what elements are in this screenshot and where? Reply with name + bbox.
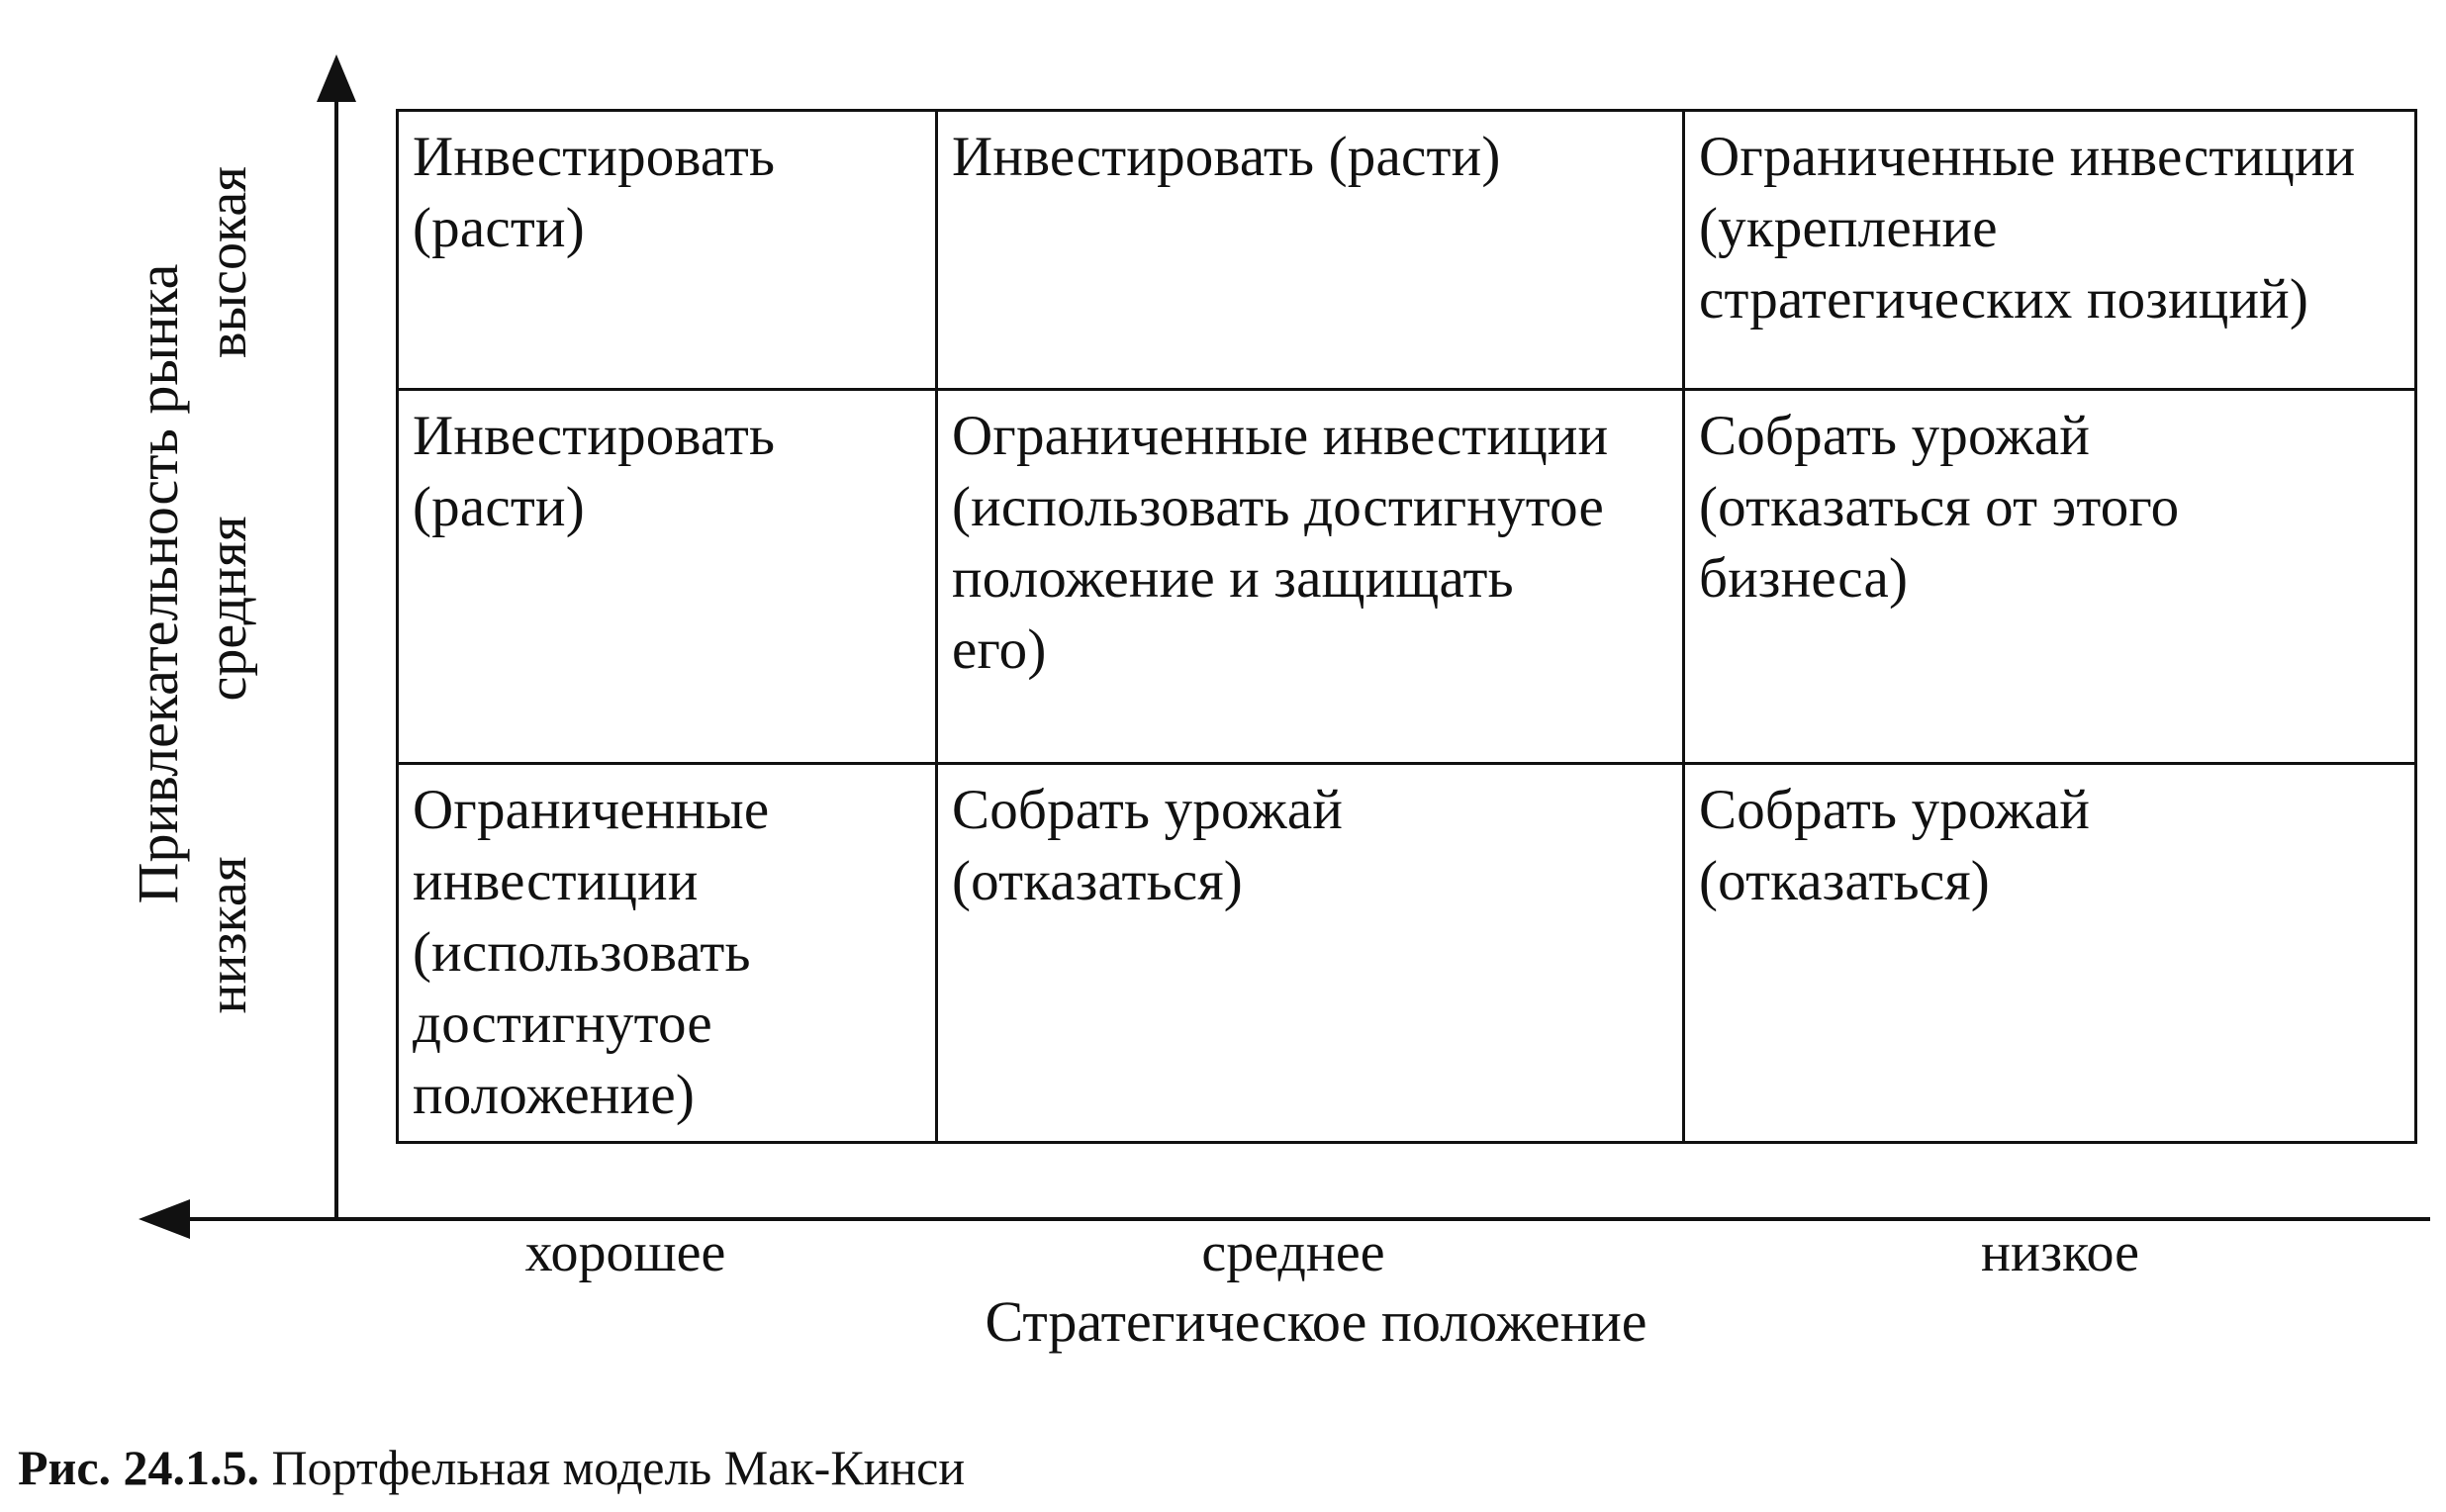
caption-text: Портфельная модель Мак-Кинси bbox=[271, 1440, 966, 1495]
cell-line: (отказаться) bbox=[1699, 850, 1990, 912]
matrix-row-medium bbox=[398, 390, 2416, 764]
cell-line: Ограниченные инвестиции bbox=[952, 405, 1609, 467]
x-level-low: низкое bbox=[1981, 1222, 2139, 1283]
x-level-good: хорошее bbox=[524, 1222, 726, 1283]
y-level-low: низкая bbox=[197, 856, 258, 1014]
y-axis-title: Привлекательность рынка bbox=[126, 263, 190, 904]
cell-line: (отказаться от этого bbox=[1699, 476, 2180, 538]
cell-high-low bbox=[1684, 111, 2416, 390]
cell-line: Ограниченные bbox=[413, 779, 770, 841]
cell-line: бизнеса) bbox=[1699, 547, 1909, 610]
cell-line: (отказаться) bbox=[952, 850, 1243, 912]
cell-high-medium bbox=[937, 111, 1684, 390]
cell-line: его) bbox=[952, 618, 1047, 681]
cell-line: (расти) bbox=[413, 197, 585, 259]
cell-low-medium bbox=[937, 764, 1684, 1143]
cell-line: (использовать достигнутое bbox=[952, 476, 1604, 538]
y-level-high: высокая bbox=[197, 166, 258, 358]
cell-line: достигнутое bbox=[413, 992, 712, 1055]
x-axis-arrow bbox=[139, 1199, 190, 1239]
cell-line: Собрать урожай bbox=[952, 779, 1344, 841]
cell-line: Ограниченные инвестиции bbox=[1699, 126, 2356, 188]
cell-line: положение и защищать bbox=[952, 547, 1514, 610]
cell-line: Собрать урожай bbox=[1699, 779, 2091, 841]
cell-high-good bbox=[398, 111, 937, 390]
x-level-medium: среднее bbox=[1201, 1222, 1385, 1283]
y-axis-arrow bbox=[317, 54, 356, 102]
cell-line: положение) bbox=[413, 1064, 695, 1126]
y-level-medium: средняя bbox=[197, 516, 258, 702]
cell-line: Собрать урожай bbox=[1699, 405, 2091, 467]
cell-line: (укрепление bbox=[1699, 197, 1998, 259]
figure-caption bbox=[18, 1440, 965, 1495]
cell-line: (использовать bbox=[413, 921, 751, 984]
cell-medium-medium bbox=[937, 390, 1684, 764]
portfolio-matrix bbox=[396, 109, 2417, 1144]
cell-line: стратегических позиций) bbox=[1699, 268, 2309, 331]
cell-low-low bbox=[1684, 764, 2416, 1143]
caption-number: Рис. 24.1.5. bbox=[18, 1440, 260, 1495]
matrix-row-high bbox=[398, 111, 2416, 390]
cell-low-good bbox=[398, 764, 937, 1143]
cell-line: Инвестировать (расти) bbox=[952, 126, 1501, 188]
cell-medium-good bbox=[398, 390, 937, 764]
x-axis-title: Стратегическое положение bbox=[985, 1289, 1647, 1354]
cell-medium-low bbox=[1684, 390, 2416, 764]
matrix-row-low bbox=[398, 764, 2416, 1143]
cell-line: Инвестировать bbox=[413, 126, 776, 188]
cell-line: (расти) bbox=[413, 476, 585, 538]
cell-line: Инвестировать bbox=[413, 405, 776, 467]
cell-line: инвестиции bbox=[413, 850, 699, 912]
